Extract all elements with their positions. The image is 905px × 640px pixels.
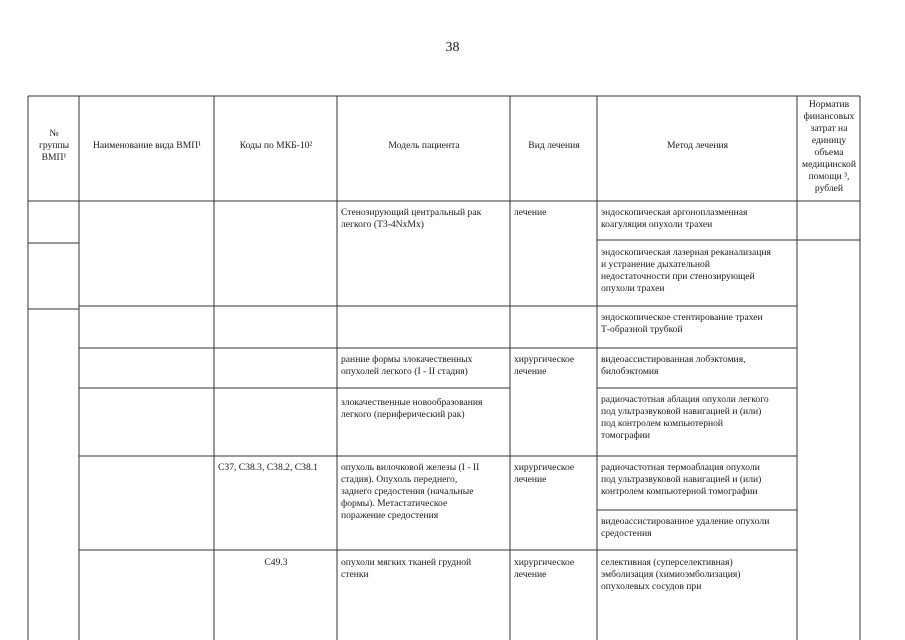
row-4-codes: C37, C38.3, C38.2, C38.1 (218, 462, 318, 473)
row-5-codes: C49.3 (264, 557, 288, 568)
row-4-type: хирургическое лечение (514, 462, 575, 485)
row-1-method-2: эндоскопическая лазерная реканализация и устранение дыхательной недостаточности при стенозирующей опухоли трахеи (601, 247, 771, 294)
header-standard: Норматив финансовых затрат на единицу объема медицинской помощи ³, рублей (802, 99, 856, 194)
row-1-method-1: эндоскопическая аргоноплазменная коагуляция опухоли трахеи (601, 207, 748, 230)
row-1-type: лечение (514, 207, 547, 218)
row-5-type: хирургическое лечение (514, 557, 575, 580)
row-4-model: опухоль вилочковой железы (I - II стадия). Опухоль переднего, заднего средостения (начальные формы). Метастатическое поражение средостения (341, 462, 480, 521)
row-2-method-1: видеоассистированная лобэктомия, билобэктомия (601, 354, 746, 377)
row-5-model: опухоли мягких тканей грудной стенки (341, 557, 472, 580)
row-1-model: Стенозирующий центральный рак легкого (Т3-4NxMx) (341, 207, 482, 230)
header-patient-model: Модель пациента (388, 140, 460, 151)
row-2-model: ранние формы злокачественных опухолей легкого (I - II стадия) (341, 354, 473, 377)
row-2-type: хирургическое лечение (514, 354, 575, 377)
page-number: 38 (445, 40, 460, 55)
header-group-no: № группы ВМП¹ (38, 128, 70, 163)
header-codes: Коды по МКБ-10² (239, 140, 313, 151)
header-treatment-type: Вид лечения (528, 140, 580, 151)
row-3-method-1: радиочастотная аблация опухоли легкого под ультразвуковой навигацией и (или) под контролем компьютерной томографии (601, 394, 769, 441)
header-name: Наименование вида ВМП¹ (92, 140, 202, 151)
row-3-model: злокачественные новообразования легкого (периферический рак) (341, 397, 483, 420)
row-5-method-1: селективная (суперселективная) эмболизация (химиоэмболизация) опухолевых сосудов при (601, 557, 741, 592)
header-method: Метод лечения (666, 140, 729, 151)
row-1-method-3: эндоскопическое стентирование трахеи Т-образной трубкой (601, 312, 763, 335)
row-4-method-1: радиочастотная термоаблация опухоли под ультразвуковой навигацией и (или) контролем компьютерной томографии (601, 462, 762, 497)
row-4-method-2: видеоассистированное удаление опухоли средостения (601, 516, 770, 539)
